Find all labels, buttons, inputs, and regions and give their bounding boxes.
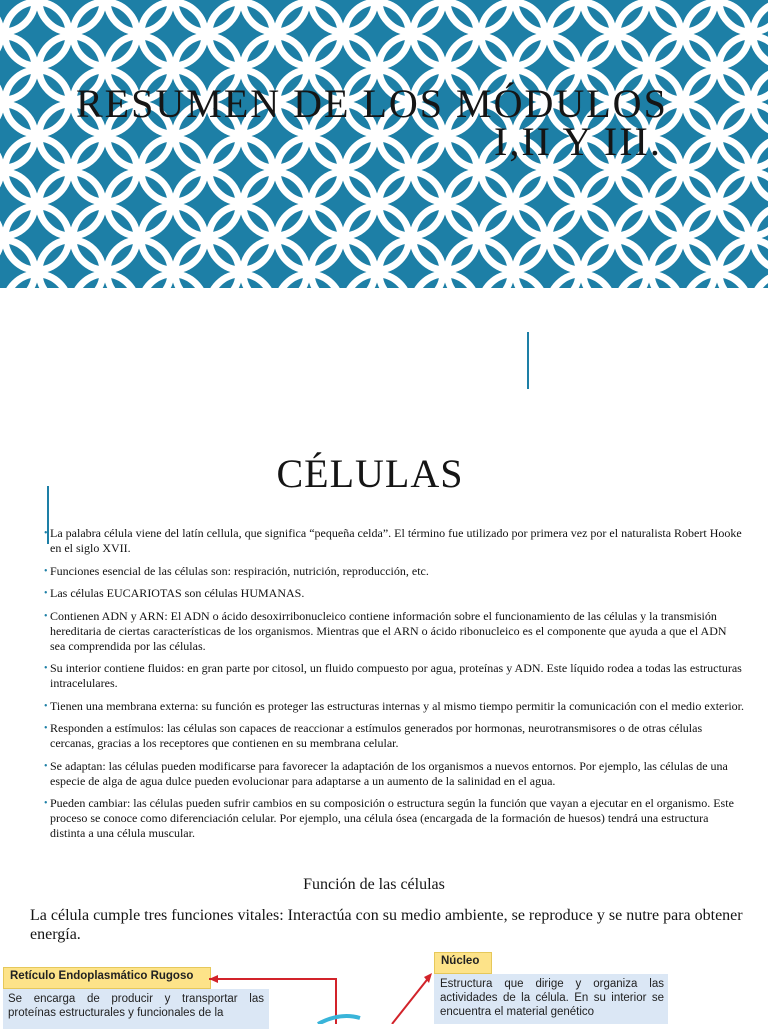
- bullet-icon: •: [44, 663, 48, 674]
- bullet-item: [44, 759, 744, 789]
- title-line-2: I,II Y III.: [494, 119, 662, 164]
- bullet-list: [44, 526, 744, 849]
- bullet-icon: •: [44, 565, 48, 577]
- nucleo-description: Estructura que dirige y organiza las actividades de la célula. En su interior se encuentra el material genético: [440, 978, 664, 1018]
- accent-divider: [527, 332, 529, 389]
- bullet-icon: •: [44, 588, 48, 599]
- bullet-text: Su interior contiene fluidos: en gran parte por citosol, un fluido compuesto por agua, proteínas y ADN. Este líquido rodea a todas las estructuras intracelulares.: [50, 661, 742, 690]
- bullet-item: [44, 564, 744, 579]
- bullet-item: [44, 796, 744, 841]
- bullet-icon: •: [44, 723, 48, 734]
- bullet-item: [44, 586, 744, 601]
- bullet-item: [44, 661, 744, 691]
- bullet-icon: •: [44, 700, 48, 712]
- section-heading-funcion: Función de las células: [303, 876, 445, 893]
- bullet-item: [44, 609, 744, 654]
- bullet-item: [44, 526, 744, 556]
- bullet-item: [44, 721, 744, 751]
- bullet-text: Funciones esencial de las células son: respiración, nutrición, reproducción, etc.: [50, 563, 429, 578]
- bullet-icon: •: [44, 610, 48, 622]
- bullet-icon: •: [44, 528, 48, 539]
- bullet-item: [44, 699, 744, 714]
- bullet-icon: •: [44, 798, 48, 809]
- arrow-line-nucleo: [392, 976, 430, 1024]
- bullet-text: Contienen ADN y ARN: El ADN o ácido desoxirribonucleico contiene información sobre el funcionamiento de las células y la transmisión hereditaria de ciertas características de los organismos. Mientras que el ARN o ácido ribonucleico es el componente que ayuda a que el ADN sea comprendida por las células.: [50, 608, 727, 653]
- bullet-text: Tienen una membrana externa: su función es proteger las estructuras internas y al mismo tiempo permitir la comunicación con el medio exterior.: [50, 698, 745, 713]
- bullet-text: La palabra célula viene del latín cellula, que significa “pequeña celda”. El término fue utilizado por primera vez por el naturalista Robert Hooke en el siglo XVII.: [50, 526, 742, 555]
- rer-label: Retículo Endoplasmático Rugoso: [10, 970, 194, 982]
- title-block: [0, 80, 768, 170]
- section-heading-celulas: CÉLULAS: [276, 451, 464, 496]
- title-line-1: RESUMEN DE LOS MÓDULOS: [76, 81, 668, 126]
- bullet-icon: •: [44, 760, 48, 772]
- cell-membrane-fragment: [318, 1016, 360, 1024]
- bullet-text: Las células EUCARIOTAS son células HUMANAS.: [50, 586, 305, 600]
- intro-paragraph: La célula cumple tres funciones vitales: Interactúa con su medio ambiente, se reproduce y se nutre para obtener energía.: [30, 907, 743, 943]
- title-slide: [0, 0, 768, 288]
- arrow-head-nucleo: [424, 973, 432, 983]
- bullet-text: Responden a estímulos: las células son capaces de reaccionar a estímulos generados por hormonas, neurotransmisores o de otras células cercanas, gracias a los receptores que contienen en su membrana celular.: [50, 721, 703, 750]
- bullet-text: Pueden cambiar: las células pueden sufrir cambios en su composición o estructura según la función que vayan a ejecutar en el organismo. Este proceso se conoce como diferenciación celular. Por ejemplo, una célula ósea (encargada de la formación de huesos) tendrá una estructura distinta a una célula muscular.: [50, 796, 734, 840]
- rer-description: Se encarga de producir y transportar las proteínas estructurales y funcionales de la: [8, 993, 264, 1019]
- bullet-text: Se adaptan: las células pueden modificarse para favorecer la adaptación de los organismos a nuevos entornos. Por ejemplo, las células de una especie de alga de agua dulce pueden evolucionar para adaptarse a un aumento de la salinidad en el agua.: [50, 758, 728, 788]
- nucleo-label: Núcleo: [441, 955, 480, 967]
